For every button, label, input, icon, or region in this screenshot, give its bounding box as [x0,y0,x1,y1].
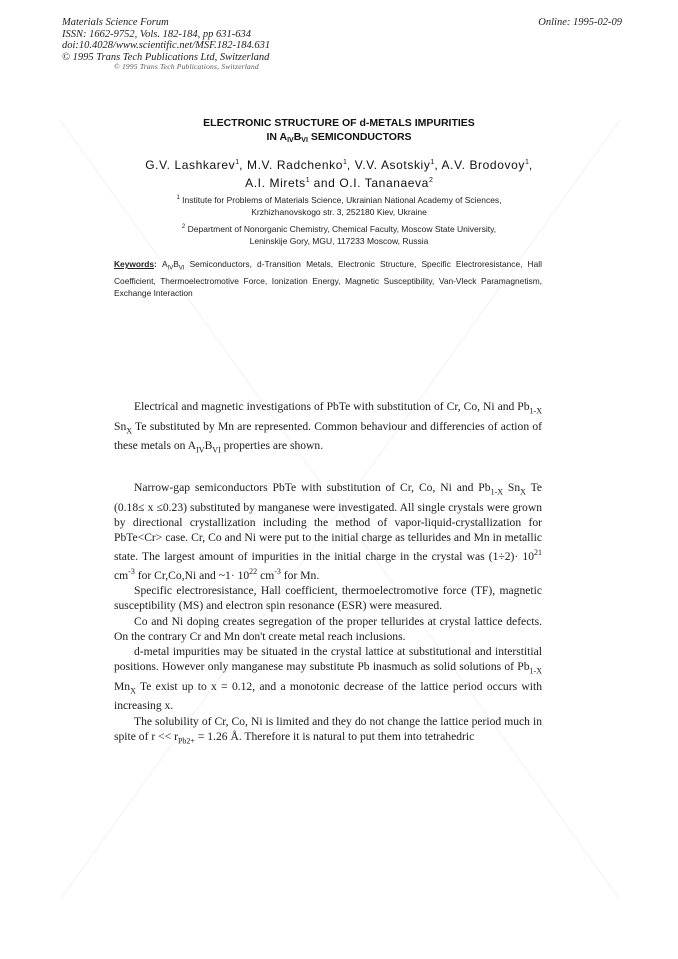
abstract-text: properties are shown. [220,439,324,453]
body-text-run: cm [257,569,275,583]
affiliation-text: Department of Nonorganic Chemistry, Chemical Faculty, Moscow State University, [187,224,497,234]
doi-line: doi:10.4028/www.scientific.net/MSF.182-184.631 [62,40,271,51]
affiliation-line [0,192,678,206]
author-sep: , [528,158,533,172]
body-text-run: Narrow-gap semiconductors PbTe with substitution of Cr, Co, Ni and Pb [134,481,491,494]
affiliation-sup: 1 [176,195,180,201]
body-text-run: d-metal impurities may be situated in the crystal lattice at substitutional and interstitial positions. However only manganese may substitute Pb inasmuch as solid solutions of Pb [114,645,542,674]
author-affil-sup: 2 [428,177,433,184]
affiliation-address: Krzhizhanovskogo str. 3, 252180 Kiev, Ukraine [251,207,427,217]
author-sep: , [346,158,355,172]
online-date: Online: 1995-02-09 [538,17,622,28]
journal-header [62,17,622,71]
body-superscript: -3 [274,567,281,577]
abstract-text: Te substituted by Mn are represented. Common behaviour and differencies of action of these metals on A [114,419,542,453]
author-line-1 [0,155,678,173]
body-paragraph-3: Co and Ni doping creates segregation of the proper tellurides at crystal lattice defects. On the contrary Cr and Mn don't create metal reach inclusions. [114,614,542,643]
keywords-label: Keywords [114,259,155,269]
affiliation-text: Institute for Problems of Materials Science, Ukrainian National Academy of Sciences, [182,195,502,205]
body-text-run: Mn [114,679,131,693]
author: A.I. Mirets [245,176,306,190]
author: O.I. Tananaeva [339,176,429,190]
title-text: B [293,131,302,143]
title-text: IN A [266,131,288,143]
author-affil-sup: 1 [343,159,347,166]
author-affil-sup: 1 [305,177,310,184]
body-text-run: for Mn. [280,569,320,583]
copyright-line: © 1995 Trans Tech Publications Ltd, Switzerland [62,51,270,63]
affiliation-1 [0,192,678,218]
author-affil-sup: 1 [524,159,529,166]
title-line-2 [0,130,678,148]
abstract-text: Electrical and magnetic investigations of PbTe with substitution of Cr, Co, Ni and Pb [134,400,530,413]
body-superscript: 22 [249,567,258,577]
author-affil-sup: 1 [430,159,435,166]
author-sep: , [239,158,247,172]
journal-name: Materials Science Forum [62,17,169,28]
keywords-colon: : [154,259,162,269]
body-text-run: = 1.26 Å. Therefore it is natural to put them into tetrahedric [194,729,475,743]
body-subscript: 1-X [529,666,542,676]
author: A.V. Brodovoy [441,158,525,172]
title-text: SEMICONDUCTORS [307,131,412,143]
body-text-run: Sn [503,481,521,494]
body-superscript: -3 [128,567,135,577]
body-subscript: X [130,686,136,696]
abstract-subscript: VI [212,445,221,455]
keyword-b: B [173,259,179,269]
body-superscript: 21 [534,548,542,558]
body-subscript: X [520,487,526,497]
title-subscript: IV [287,137,294,144]
abstract-text: Sn [114,419,127,433]
body-text-run: for Cr,Co,Ni and ~1· 10 [134,569,250,583]
body-text-run: cm [114,569,129,583]
author-line-2 [0,173,678,191]
body-text-run: The solubility of Cr, Co, Ni is limited and they do not change the lattice period much in spite of r << r [114,714,542,743]
body-paragraph-1 [114,480,542,583]
abstract-subscript: IV [196,445,205,455]
body-subscript: 1-X [490,487,504,497]
author-affil-sup: 1 [235,159,240,166]
abstract [114,399,542,458]
abstract-subscript: X [126,425,133,435]
body-text [114,480,542,748]
title-line-1: ELECTRONIC STRUCTURE OF d-METALS IMPURITIES [203,117,475,129]
body-subscript: Pb2+ [177,736,195,746]
body-text-run: Te (0.18≤ x ≤0.23) substituted by manganese were investigated. All single crystals were grown by directional crystallization including the method of vapor-liquid-crystallization for PbTe<Cr> case. Cr, Co and Ni were put to the initial charge as tellurides and Mn in metallic state. The largest amount of impurities in the initial charge in the crystal was (1÷2)· 10 [114,481,543,563]
abstract-paragraph [114,399,542,458]
author: M.V. Radchenko [247,158,344,172]
keyword-sub: VI [178,265,185,272]
title-subscript: VI [301,137,308,144]
keywords-block [114,258,542,299]
author-and: and [309,176,340,190]
affiliation-2 [0,221,678,247]
author: G.V. Lashkarev [145,158,236,172]
body-paragraph-5 [114,714,542,749]
keyword-sub: IV [167,265,174,272]
affiliation-line [0,221,678,235]
issn-line: ISSN: 1662-9752, Vols. 182-184, pp 631-634 [62,28,251,40]
author-list [0,155,678,191]
ghost-copyright-line: © 1995 Trans Tech Publications, Switzerland [114,62,259,71]
affiliation-sup: 2 [181,224,186,230]
author: V.V. Asotskiy [354,158,431,172]
author-sep: , [434,158,442,172]
keyword-a: A [161,259,168,269]
body-text-run: Te exist up to x = 0.12, and a monotonic decrease of the lattice period occurs with increasing x. [114,679,542,713]
keywords-text: Semiconductors, d-Transition Metals, Electronic Structure, Specific Electroresistance, Hall Coefficient, Thermoelectromotive Force, Ionization Energy, Magnetic Susceptibility, Van-Vleck Paramagnetism, Exchange Interaction [114,259,542,298]
paper-title [0,116,678,148]
abstract-subscript: 1-X [529,406,542,416]
abstract-text: B [204,439,213,453]
affiliation-address: Leninskije Gory, MGU, 117233 Moscow, Russia [249,236,429,246]
body-paragraph-2: Specific electroresistance, Hall coefficient, thermoelectromotive force (TF), magnetic susceptibility (MS) and electron spin resonance (ESR) were measured. [114,584,542,613]
body-paragraph-4 [114,644,542,713]
